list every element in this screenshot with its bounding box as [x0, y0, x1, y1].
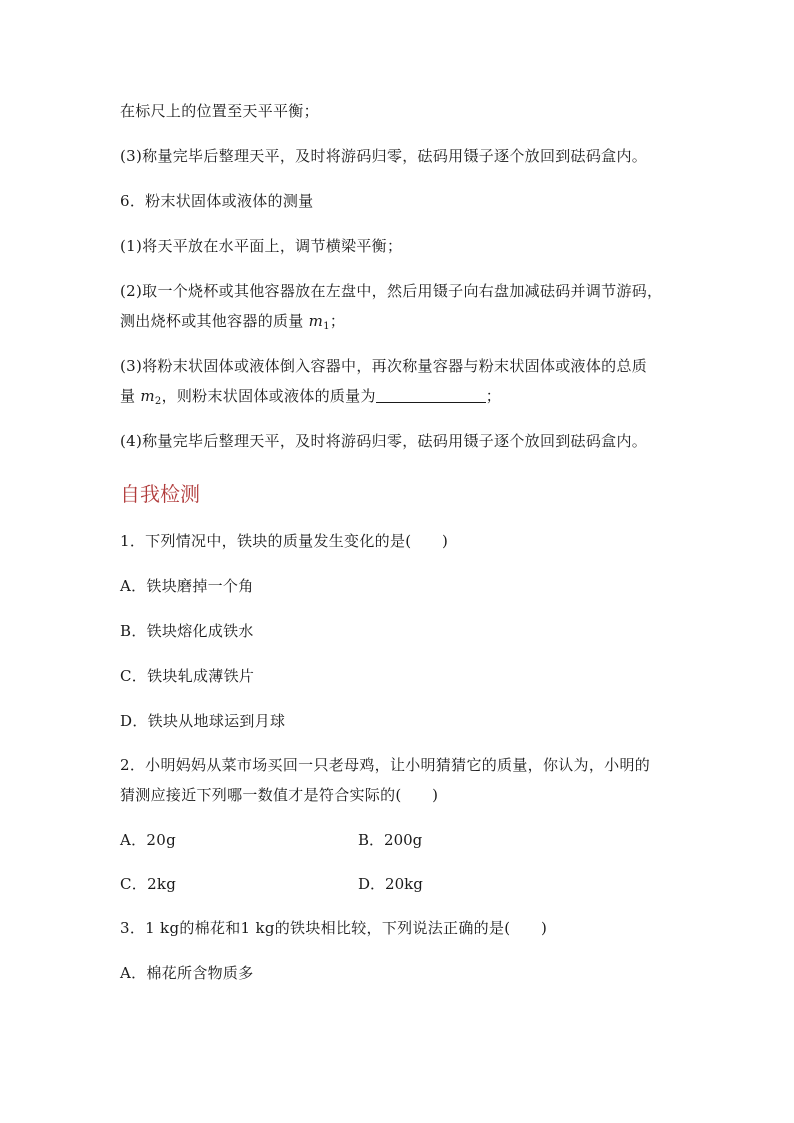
question-1-option-d: D．铁块从地球运到月球 [120, 712, 286, 730]
variable-m: m [308, 312, 324, 330]
text-segment: ，则粉末状固体或液体的质量为 [161, 387, 376, 405]
paragraph-step-3: (3)称量完毕后整理天平，及时将游码归零，砝码用镊子逐个放回到砝码盒内。 [120, 147, 648, 165]
variable-subscript: 1 [323, 321, 330, 332]
paragraph-powder-step-4: (4)称量完毕后整理天平，及时将游码归零，砝码用镊子逐个放回到砝码盒内。 [120, 432, 648, 450]
paragraph-heading-6: 6．粉末状固体或液体的测量 [120, 192, 314, 210]
question-2-stem-line2: 猜测应接近下列哪一数值才是符合实际的( ) [120, 786, 439, 804]
paragraph-balance-end: 在标尺上的位置至天平平衡； [120, 102, 319, 120]
question-3-option-a: A．棉花所含物质多 [120, 964, 254, 982]
question-2-stem-line1: 2．小明妈妈从菜市场买回一只老母鸡，让小明猜猜它的质量，你认为，小明的 [120, 756, 651, 774]
paragraph-powder-step-3-line2 [120, 386, 501, 412]
answer-blank [376, 388, 486, 403]
question-1-option-a: A．铁块磨掉一个角 [120, 577, 254, 595]
question-2-option-b: B．200g [358, 831, 423, 849]
text-segment: 量 [120, 387, 141, 405]
question-1-option-c: C．铁块轧成薄铁片 [120, 667, 255, 685]
question-1-option-b: B．铁块熔化成铁水 [120, 622, 254, 640]
variable-subscript: 2 [154, 396, 162, 407]
text-segment: ； [329, 312, 346, 330]
paragraph-powder-step-3-line1: (3)将粉末状固体或液体倒入容器中，再次称量容器与粉末状固体或液体的总质 [120, 357, 648, 375]
text-segment: ； [485, 387, 502, 405]
question-2-option-c: C．2kg [120, 875, 177, 893]
paragraph-powder-step-2-line1: (2)取一个烧杯或其他容器放在左盘中，然后用镊子向右盘加减砝码并调节游码， [120, 282, 663, 300]
text-segment: 测出烧杯或其他容器的质量 [120, 312, 309, 330]
variable-m: m [140, 387, 155, 405]
question-1-stem: 1．下列情况中，铁块的质量发生变化的是( ) [120, 532, 449, 550]
question-2-option-a: A．20g [120, 831, 177, 849]
section-title: 自我检测 [120, 482, 200, 506]
question-3-stem: 3．1 kg的棉花和1 kg的铁块相比较，下列说法正确的是( ) [120, 919, 548, 937]
paragraph-powder-step-1: (1)将天平放在水平面上，调节横梁平衡； [120, 237, 403, 255]
paragraph-powder-step-2-line2 [120, 311, 345, 337]
question-2-option-d: D．20kg [358, 875, 423, 893]
